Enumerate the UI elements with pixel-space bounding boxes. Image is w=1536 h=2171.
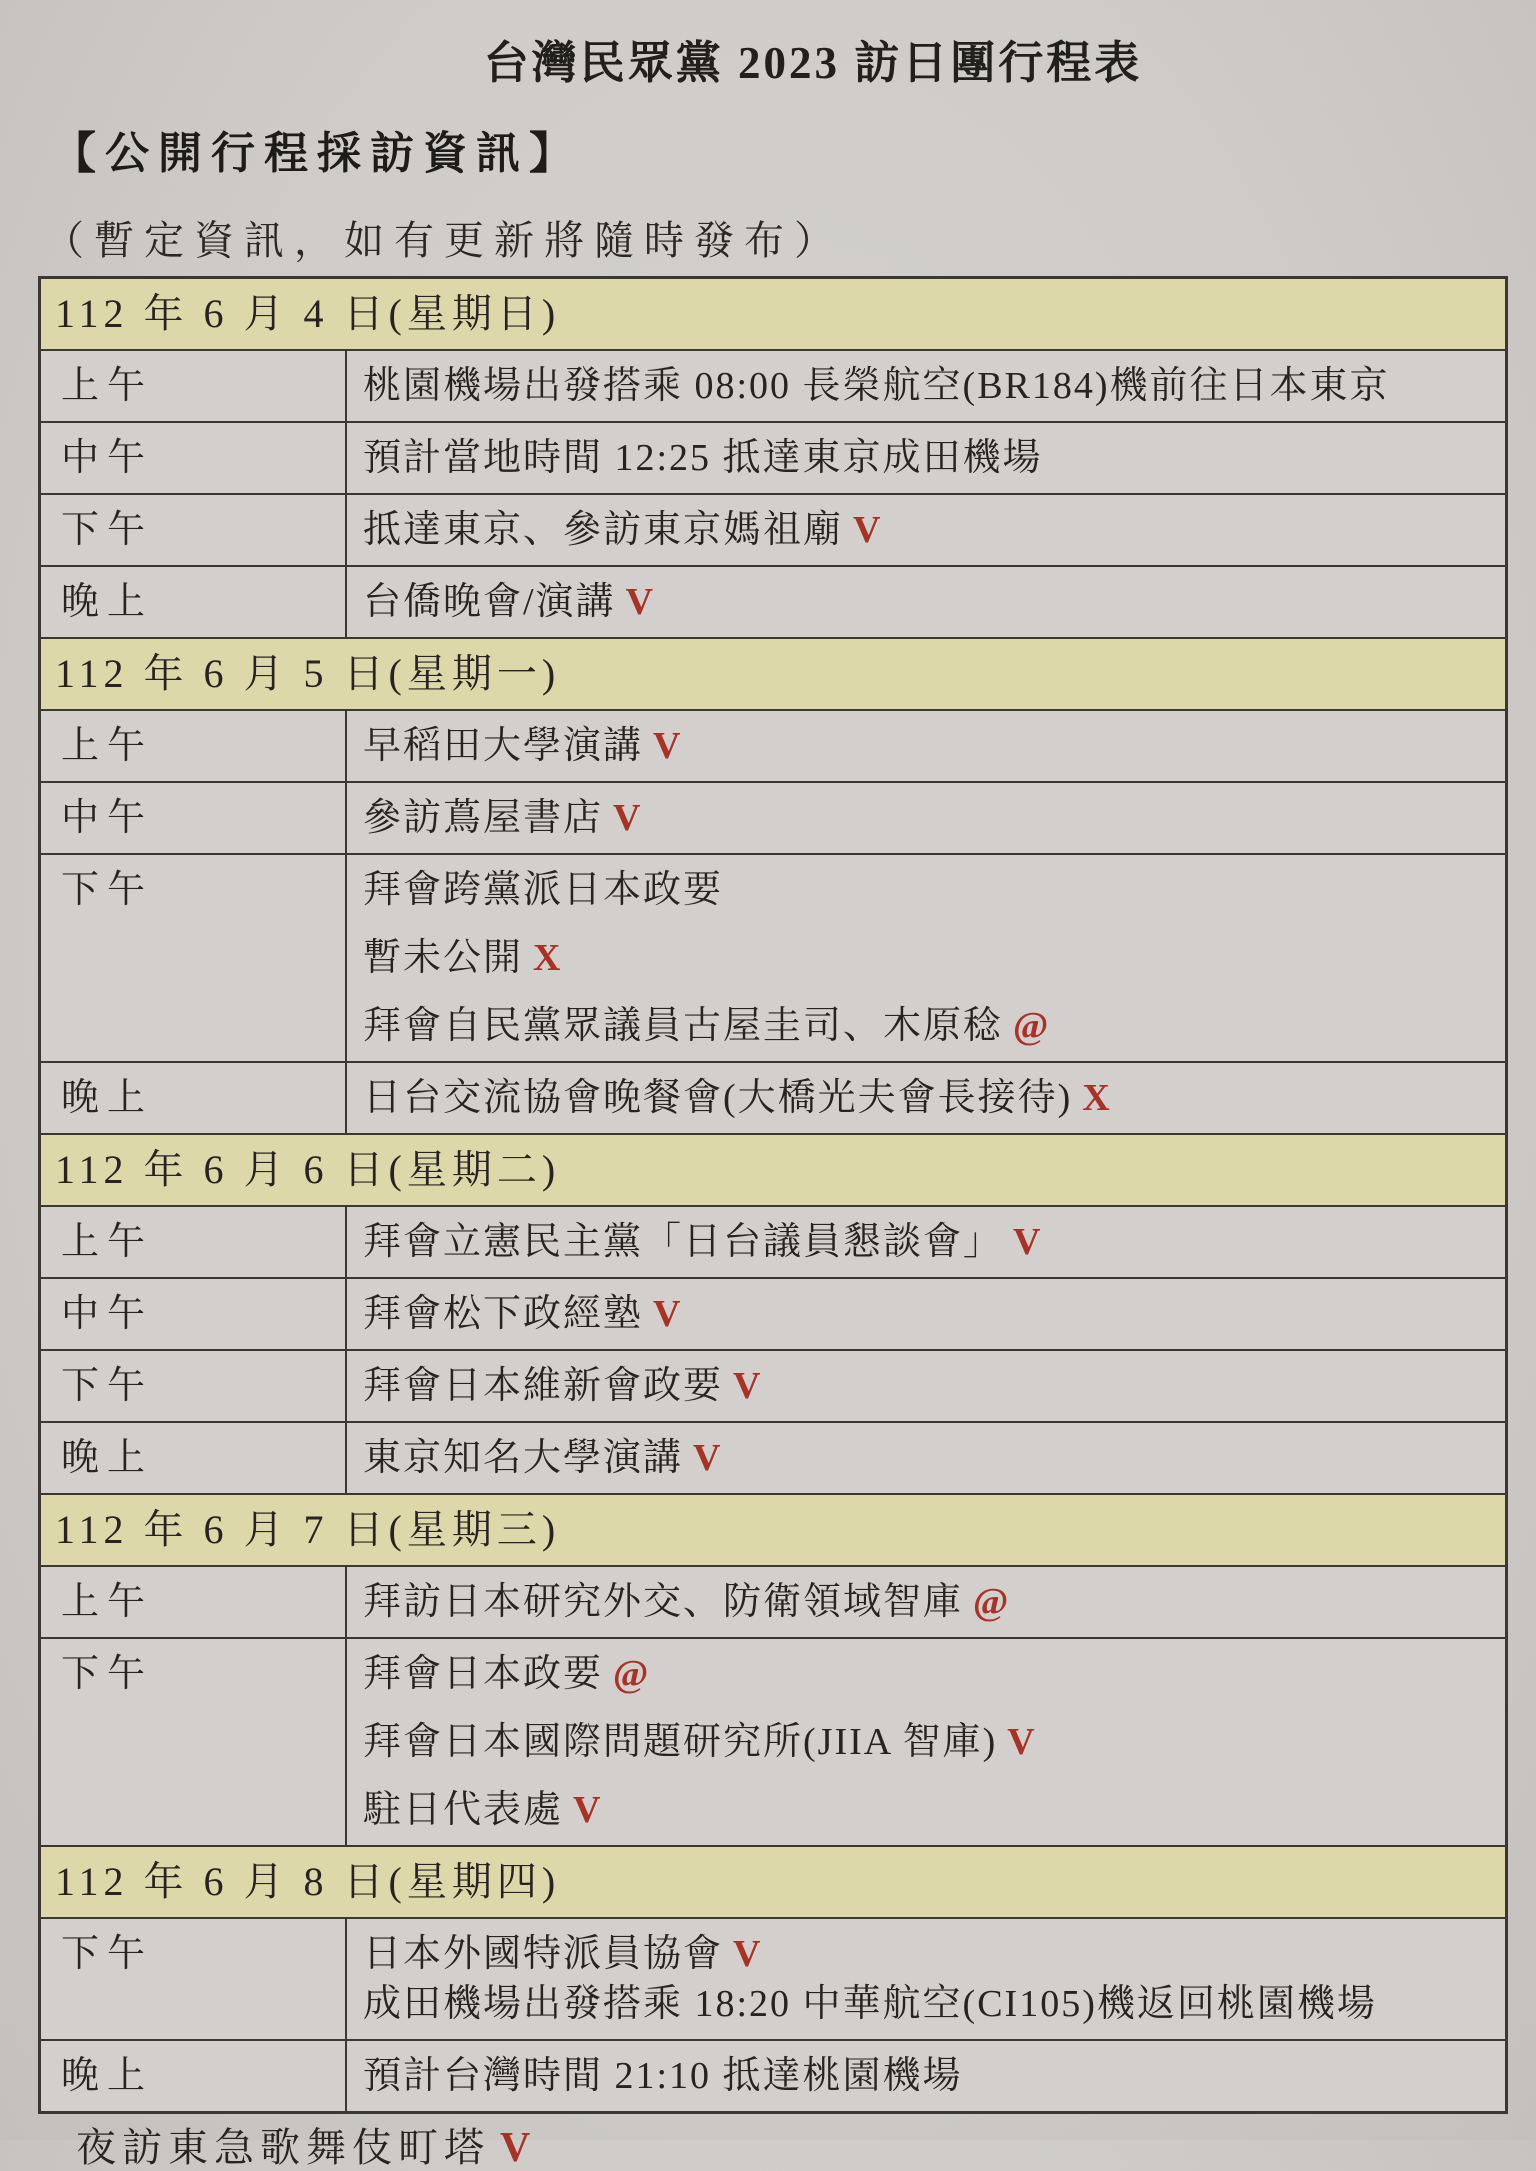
activity-text: 拜會日本國際問題研究所(JIIA 智庫) (363, 1721, 998, 1763)
schedule-row (41, 1917, 1505, 2039)
date-header: 112 年 6 月 8 日(星期四) (41, 1845, 1505, 1917)
activity-cell (347, 1063, 1505, 1133)
activity-text: 東京知名大學演講 (363, 1437, 684, 1479)
schedule-row (41, 1565, 1505, 1637)
activity-text: 拜會跨黨派日本政要 (363, 869, 724, 911)
schedule-row (41, 1349, 1505, 1421)
activity-cell (347, 855, 1505, 1061)
status-mark: X (1082, 1077, 1110, 1119)
time-slot-cell: 晚上 (41, 2041, 347, 2111)
schedule-row (41, 2039, 1505, 2111)
activity-line (363, 1652, 1495, 1696)
activity-cell (347, 495, 1505, 565)
time-slot-cell: 上午 (41, 711, 347, 781)
activity-line (363, 1580, 1495, 1624)
activity-cell (347, 1639, 1505, 1845)
activity-line (363, 1788, 1495, 1832)
activity-line (363, 868, 1495, 912)
schedule-row (41, 853, 1505, 1061)
time-slot-cell: 下午 (41, 495, 347, 565)
activity-line (363, 364, 1495, 408)
activity-line (363, 436, 1495, 480)
time-slot-cell: 中午 (41, 1279, 347, 1349)
activity-line (363, 1292, 1495, 1336)
activity-line (363, 1004, 1495, 1048)
status-mark: V (625, 581, 654, 623)
schedule-row (41, 565, 1505, 637)
activity-text: 駐日代表處 (363, 1789, 564, 1831)
time-slot-cell: 下午 (41, 1351, 347, 1421)
schedule-row (41, 1061, 1505, 1133)
schedule-row (41, 493, 1505, 565)
activity-cell (347, 1423, 1505, 1493)
time-slot-cell: 晚上 (41, 1423, 347, 1493)
status-mark: V (853, 509, 881, 551)
section-heading: 【公開行程採訪資訊】 (52, 129, 582, 178)
activity-cell (347, 351, 1505, 421)
status-mark: V (653, 1293, 681, 1335)
activity-text: 拜會日本政要 (363, 1653, 604, 1695)
activity-text: 暫未公開 (363, 937, 524, 979)
date-header: 112 年 6 月 6 日(星期二) (41, 1133, 1505, 1205)
activity-line (363, 936, 1495, 980)
time-slot-cell: 上午 (41, 1567, 347, 1637)
activity-line (363, 796, 1495, 840)
activity-text: 日台交流協會晚餐會(大橋光夫會長接待) (363, 1077, 1073, 1119)
schedule-row (41, 1637, 1505, 1845)
date-header: 112 年 6 月 5 日(星期一) (41, 637, 1505, 709)
tentative-note: （暫定資訊，如有更新將隨時發布） (44, 218, 844, 263)
schedule-row (41, 781, 1505, 853)
status-mark: @ (973, 1581, 1009, 1623)
activity-text: 拜會立憲民主黨「日台議員懇談會」 (363, 1221, 1004, 1263)
schedule-row (41, 1277, 1505, 1349)
activity-line (363, 724, 1495, 768)
activity-line (363, 1076, 1495, 1120)
schedule-table (38, 276, 1508, 2114)
footer-status-mark: V (500, 2125, 531, 2171)
activity-line (363, 1932, 1495, 1976)
activity-cell (347, 1919, 1505, 2039)
activity-cell (347, 2041, 1505, 2111)
status-mark: @ (613, 1653, 649, 1695)
activity-line (363, 1220, 1495, 1264)
schedule-row (41, 1205, 1505, 1277)
time-slot-cell: 中午 (41, 783, 347, 853)
time-slot-cell: 晚上 (41, 1063, 347, 1133)
activity-cell (347, 423, 1505, 493)
activity-text: 日本外國特派員協會 (363, 1933, 724, 1975)
schedule-row (41, 709, 1505, 781)
date-header: 112 年 6 月 4 日(星期日) (41, 279, 1505, 349)
activity-cell (347, 567, 1505, 637)
schedule-row (41, 349, 1505, 421)
status-mark: @ (1013, 1005, 1049, 1047)
activity-cell (347, 1351, 1505, 1421)
activity-line (363, 580, 1495, 624)
activity-line (363, 1436, 1495, 1480)
time-slot-cell: 下午 (41, 855, 347, 1061)
status-mark: V (653, 725, 681, 767)
status-mark: V (1013, 1221, 1041, 1263)
schedule-row (41, 1421, 1505, 1493)
activity-text: 抵達東京、參訪東京媽祖廟 (363, 509, 844, 551)
status-mark: V (1007, 1721, 1035, 1763)
activity-line (363, 1982, 1495, 2026)
status-mark: X (533, 937, 561, 979)
activity-line (363, 1364, 1495, 1408)
time-slot-cell: 上午 (41, 1207, 347, 1277)
activity-text: 拜會自民黨眾議員古屋圭司、木原稔 (363, 1005, 1004, 1047)
activity-text: 預計台灣時間 21:10 抵達桃園機場 (363, 2055, 963, 2097)
time-slot-cell: 下午 (41, 1919, 347, 2039)
footer-note (76, 2126, 1536, 2170)
activity-text: 拜訪日本研究外交、防衛領域智庫 (363, 1581, 964, 1623)
time-slot-cell: 中午 (41, 423, 347, 493)
activity-text: 拜會日本維新會政要 (363, 1365, 724, 1407)
activity-text: 成田機場出發搭乘 18:20 中華航空(CI105)機返回桃園機場 (363, 1983, 1377, 2025)
activity-cell (347, 1567, 1505, 1637)
activity-cell (347, 711, 1505, 781)
activity-cell (347, 1207, 1505, 1277)
activity-line (363, 1720, 1495, 1764)
activity-text: 預計當地時間 12:25 抵達東京成田機場 (363, 437, 1043, 479)
activity-cell (347, 1279, 1505, 1349)
time-slot-cell: 晚上 (41, 567, 347, 637)
schedule-row (41, 421, 1505, 493)
activity-line (363, 2054, 1495, 2098)
activity-text: 參訪蔦屋書店 (363, 797, 604, 839)
activity-line (363, 508, 1495, 552)
document-page (0, 26, 1536, 2171)
status-mark: V (733, 1365, 761, 1407)
activity-text: 早稻田大學演講 (363, 725, 644, 767)
status-mark: V (573, 1789, 601, 1831)
time-slot-cell: 下午 (41, 1639, 347, 1845)
activity-text: 台僑晚會/演講 (363, 581, 616, 623)
status-mark: V (693, 1437, 721, 1479)
time-slot-cell: 上午 (41, 351, 347, 421)
date-header: 112 年 6 月 7 日(星期三) (41, 1493, 1505, 1565)
activity-text: 拜會松下政經塾 (363, 1293, 644, 1335)
status-mark: V (733, 1933, 761, 1975)
activity-cell (347, 783, 1505, 853)
status-mark: V (613, 797, 641, 839)
page-title: 台灣民眾黨 2023 訪日團行程表 (483, 38, 1143, 88)
footer-text: 夜訪東急歌舞伎町塔 (76, 2125, 490, 2170)
activity-text: 桃園機場出發搭乘 08:00 長榮航空(BR184)機前往日本東京 (363, 365, 1390, 407)
